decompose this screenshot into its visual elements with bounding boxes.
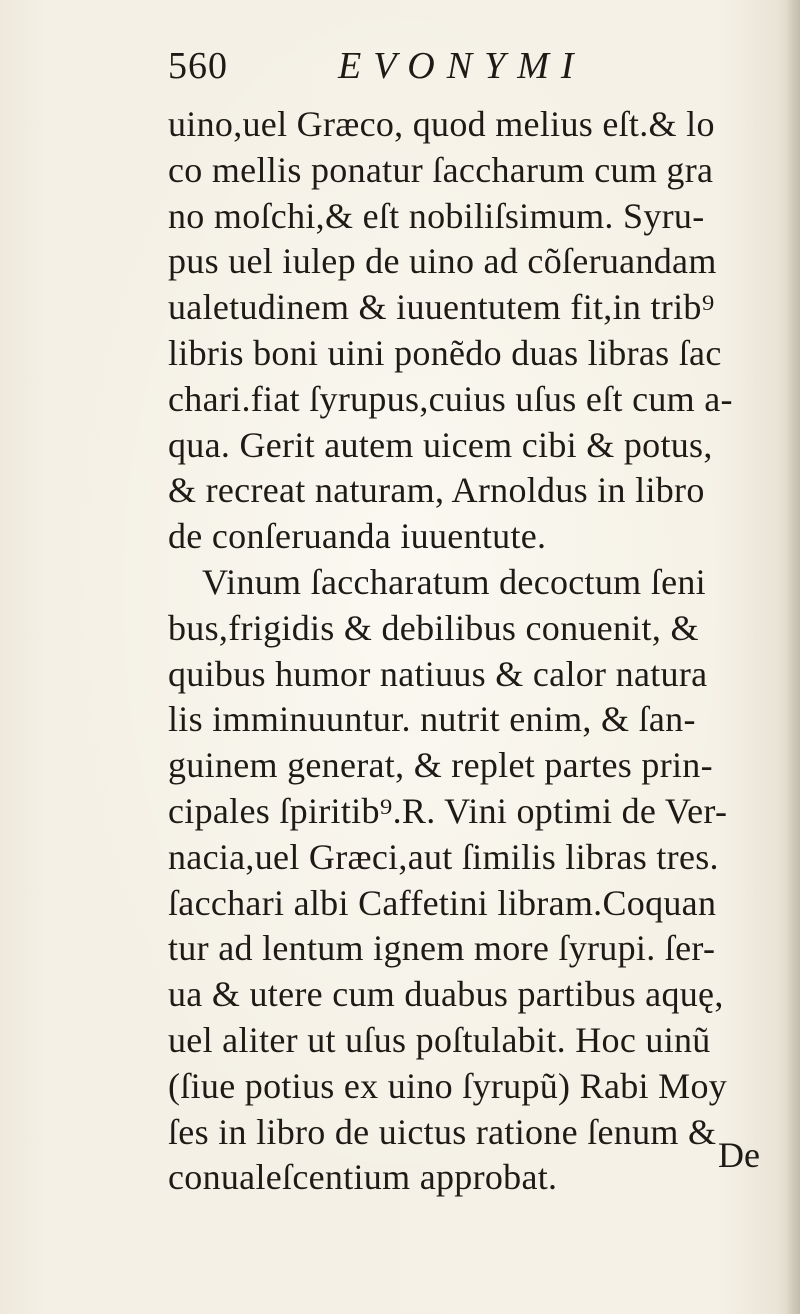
text-line: guinem generat, & replet partes prin- (168, 745, 713, 786)
paragraph-start-line: Vinum ſaccharatum decoctum ſeni (202, 561, 706, 602)
body-text (168, 102, 788, 1201)
text-line: quibus humor natiuus & calor natura (168, 653, 708, 694)
text-line: ua & utere cum duabus partibus aquę, (168, 974, 724, 1015)
text-line: lis imminuuntur. nutrit enim, & ſan- (168, 699, 696, 740)
text-line: ſacchari albi Caffetini libram.Coquan (168, 882, 717, 923)
text-line: no moſchi,& eſt nobiliſsimum. Syru- (168, 195, 705, 236)
text-line: tur ad lentum ignem more ſyrupi. ſer- (168, 928, 716, 969)
catchword: De (718, 1135, 760, 1175)
text-line: ſes in libro de uictus ratione ſenum & (168, 1111, 717, 1152)
text-line: ualetudinem & iuuentutem fit,in trib⁹ (168, 287, 715, 328)
text-line: uino,uel Græco, quod melius eſt.& lo (168, 104, 715, 144)
text-line: (ſiue potius ex uino ſyrupũ) Rabi Moy (168, 1065, 728, 1106)
page-number: 560 (168, 45, 228, 87)
text-line: co mellis ponatur ſaccharum cum gra (168, 149, 714, 190)
text-line: libris boni uini ponẽdo duas libras ſac (168, 332, 722, 373)
text-line: qua. Gerit autem uicem cibi & potus, (168, 424, 713, 465)
text-line: uel aliter ut uſus poſtulabit. Hoc uinũ (168, 1019, 711, 1060)
text-line: cipales ſpiritib⁹.R. Vini optimi de Ver- (168, 790, 728, 831)
text-line: nacia,uel Græci,aut ſimilis libras tres. (168, 836, 719, 877)
text-line: bus,frigidis & debilibus conuenit, & (168, 607, 699, 648)
text-line: conualeſcentium approbat. (168, 1157, 558, 1198)
text-line: chari.fiat ſyrupus,cuius uſus eſt cum a- (168, 378, 733, 419)
text-line: de conſeruanda iuuentute. (168, 516, 547, 557)
text-line: & recreat naturam, Arnoldus in libro (168, 470, 705, 511)
text-line: pus uel iulep de uino ad cõſeruandam (168, 241, 717, 282)
page-edge-shadow (786, 0, 800, 1314)
running-title: EVONYMI (338, 45, 586, 87)
page-header (168, 44, 628, 94)
